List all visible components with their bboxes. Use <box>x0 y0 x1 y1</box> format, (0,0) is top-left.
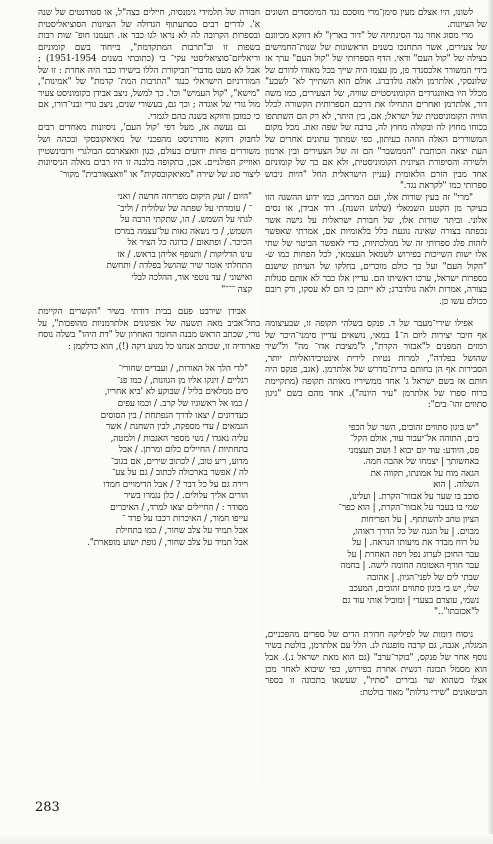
binding-shadow <box>487 0 493 844</box>
spacer <box>38 353 260 364</box>
page-number: 283 <box>35 800 60 815</box>
poem-quote <box>38 364 260 549</box>
poem-line: שמי בו בעבר על אבזור־הקרת, | הוא כפר־ <box>338 503 479 514</box>
poem-line: הגמאים / עדי מספקת, לבין השחנת / אשר <box>105 422 248 433</box>
paragraph: גם נעשה אז, מעל דפי 'קול העם', ניסיונות מאחדים רבים לחבוק דווקא מודרניסט מהפכני של מאיאקובסקי ובכהה ושל משוררים פחות ידועים בעולם, כגון וואצארבס הבולגרי ורובינשטיין ואוזייק הפולניים. אכן, בתקופה בלבנה זו היו רבים מאלה הניסיונות ליצור סוג של שירה "מאיאקובסקית" או "וואצאורבית" מקור־ <box>38 123 260 180</box>
column-gutter <box>262 8 263 788</box>
poem-line: רירה גם על כל דבר ? / אבל הדימויים חמדו <box>103 479 248 490</box>
poem-line: / כמו אל ראשוניו של קרב. / וכמו עפים <box>117 398 248 409</box>
scan-edge <box>0 834 493 844</box>
poem-line: שבתי לים של לפני־הגיון. | אהובה <box>367 572 479 583</box>
poem-line: התחלתי אומר שיר שהושל בפלדה / ותחשת <box>106 261 252 272</box>
poem-line: עינו הדליקות / ותנופף אליהן בראש. / אז <box>117 249 252 260</box>
poem-line: נשמי, עוצרם בצעדי | ומוביל אותי עוד גם <box>342 595 479 606</box>
poem-line: על רוח מבדר את מיעותו הנראה. | על <box>352 538 479 549</box>
paragraph: אפילו שירי־מעבר של ד. פנקס בשלהי תקופה זו, שבעיצומה אף חיבר יצירות ליום ה־1 במאי, נושאים עדיין סימני־היכר של רמזים המפנים ל"אבזור הקרת", ל"מציבת אדו־ מה" ול"שיר שהושל בפלדה", למרות נטיות לירית אינטיבידואליות יותר, הסבירות אף הן בחותם ברית־מדרש של אלתרמן. (אגב, פנקס היה חותם אז בשם ישראל ג' אחד ממשיריו מאותה תקופה (מתקיימת ברוח ספרו של אלתרמן "עיר היונה"). אחד מהם בשם "גיגון סתווים זהו־ בים": <box>265 319 487 411</box>
spacer <box>38 296 260 307</box>
spacer <box>265 308 487 319</box>
poem-line: מסודר : / החיילים יצאו למרד, / האיכרים <box>110 502 248 513</box>
paragraph: לשונו, היו אצלם מעין סימן־מרי מוסכם נגד המימסדים השונים של הציונות. <box>265 8 487 30</box>
footnote-paragraph: אבידן שירבט פעם בבית דודתי בשיר "הקשרים הקיימת בתל־אביב מאה תשעה של אפיגונים אלתרמניות מהופכות", על גורי, שכתב הראש מבנה החומר האחרון של "דת היהו" בשלה נוסח פארודיה זו, שכותב אנחנו כל מנוע דקה (!), הוא כדלקמן : <box>38 307 260 352</box>
poem-line: ל"אכזבתו".." <box>434 607 479 618</box>
poem-line: השמש, / כי נשאה גאות על־עצמה במרכז <box>114 226 252 237</box>
poem-line: הציון טחב להשתתף. | על הפריחות <box>361 514 479 525</box>
poem-line: עליה נאגדו / נשי מספר האגבות / ולמטה, <box>110 433 248 444</box>
poem-line: "יש ביגון סתווים זהובים, השר של הכפי <box>348 422 479 433</box>
poem-line: סובב בו שער על אבזור־הקרת. | ועלינו, <box>349 491 479 502</box>
poem-line: עבר חורף האטומה החומה לישה. | בחמה <box>340 561 479 572</box>
paragraph: חבורה של תלמידי גימנסיה, חיילים בצה"ל, או סטודנטים של שנה א'. לדרים רבים בסתעתוף הגדולה של הציונות הסוציאליסטית ובספרות הקרובה לה לא נראו לגו כבר אז. תעמנו חופ־ שות רבות בשפות זו וב"תרבות המתקדמת", בייחוד בשם קומוניזם וריאליזם־סוציאליסטי עקי־ בי (כתובתי בשנים 1951-1954) ; אבל לא מעט מדברי־הביקורת הללו בישירו כבר היה אחרת : זו של המודרניזם הישראלי כנגד "התרבות המת־ קדמת" של "אמינות", "מישא", "קול העמיש" וכו'. כך למשל, ניצב אבידן כקומוניסט צעיר מול גורי של אוגדה ; וכך גם, בעשורי שנים, ניצב גורי ובני־דורו, אם כי כמובן ודווקא בשנה בהם לגמרי. <box>38 8 260 122</box>
poem-line: בתחתיות / החיילים כלום ומרתן. / אבל <box>118 445 248 456</box>
paragraph: מרי מסוג אחר נגד הסינתיזה של "דור בארץ" לא דווקא מכיוונם של צעירים, אשר התחנכו בשנים הראשונות של שנות־החמישים בצילה של "קול העם" ודאי. הדף הספרותי של "קול העם" ערך אז בידי המשורר אלכסנדר פן, מן עצמו היה שייך בכל מאודו לדורם של שלונסקי, אלתרמן ולאה גולדברג. אולם הוא השתייך לא־ לשבע" מכלל היו באוונגרדים הקומוניסטיים שוויה, של הצעירים, כמו משה דור, אלתרמן ואחרים התחילו את דרכם הספרותית הקשורה לכלל הוויה הקומוניסטית של ישראל; אם, בין היתר, לא רק הם השתתפו בכוחו מחוץ לה ובקולה מחוץ לה, ברבה של שפה זאת. מכל מקום המשוררים האלה הוזהה בעיתון, כפי שמתוך עתונים אחרים של העת יצאה הכותבת "הממשבר" הם זה של הצעירים ובין ארמון ולשירה והסיפורת הציונית הקומוניסטית, זלא אם כך של קומוניזם אחד מבין הזרם הלאומית (עניין הישראלית החל "היות גיבוש ספרותי כמו "לקראת נגד." <box>265 31 487 192</box>
spacer <box>265 619 487 630</box>
poem-line: רגליים / זינקו אליו מן הגוונות, / כמו פנ־ <box>116 375 248 386</box>
poem-line: מדוע, ריע טוב, / לכתוב שירים, אם בגוב־ <box>110 456 248 467</box>
left-column <box>38 8 260 549</box>
poem-line: מבוים. | על הגנה של כל הדרך ראוהו, <box>352 526 479 537</box>
poem-line: ־ / עומדתי על שפתה של שלולית / וליב־ <box>117 203 252 214</box>
paragraph: ניסוח דומות של לפיליקה חדורת הדים של ספרים מהפכניים, המגלה, אגבה, גם קרבה מופגנת לנ. הלל עם אלתרמן, בולטת בשיר נוסף אחר של פנקס, "בוקר־ערב" (גם הוא מאת ישראל נ.). אבל הוא מסמל תכונה רגשית אחרת בפירוש, כפי שיבוא לאחר מכן אצלו כשהוא שר גבירים "סתיו", שעשאו בתכונה זו בספר הביטאונים "שירי גדלות" מאוד בולטת: <box>265 629 487 698</box>
poem-line: בים, התוהה אל־יעבור עוד, אולם הקל־ <box>350 434 479 445</box>
poem-line: אבל תמיד על צלב שחור, / כמו בתחילת <box>115 525 248 536</box>
poem-line: באחשותך | יצמחו של אהבה חמה. <box>363 457 479 468</box>
poem-line: פס, היודע: עוד יום יבוא ! ושוב תעצמני <box>348 445 479 456</box>
poem-line: קצה ־־־" <box>221 284 252 295</box>
poem-line: הורים אליך עלולים. / כלן נגמרו בשיר <box>123 491 248 502</box>
poem-line: "לדי הלך אל האורות, / ועבדים שחורי־ <box>118 364 248 375</box>
poem-line: עבר החוכן לערוג נפל ויפה האחרת | על <box>347 549 479 560</box>
poem-line: לגתי על השמש. / הו, שתקתי הרבה על <box>120 215 252 226</box>
poem-line: עייפו חמור, / האיכרות רכבו על פרד ־ <box>121 514 248 525</box>
spacer <box>38 181 260 192</box>
poem-line: אבל תמיד על צלב שחור, / גופת ישוע מופארת". <box>87 537 248 548</box>
spacer <box>265 412 487 423</box>
poem-line: כעדרונים / יצאו לדרך הנפתחת / בין הסוסים <box>100 410 248 421</box>
poem-line: סים ממלאים בליל / שבוקע לא 'ביא אחריו, <box>104 387 248 398</box>
poem-line: "היום / זעק היקום מפריחה חדשה / ואני <box>117 192 252 203</box>
poem-line: השלוה. | הוא <box>433 480 479 491</box>
poem-quote <box>265 423 487 619</box>
poem-line: לה / אפשר בארכולה לכתוב / גם על צע־ <box>112 468 248 479</box>
poem-line: שלי, יש בי ביגון סתווים זהובים, המעכב <box>349 584 479 595</box>
paragraph: "מרי" זה בעין שורות אלו, ועם המרחב, כמו ידוע ההשגה הזו בעיקר מן הקטע השמאלי (שלוש השנה). דוד אבידן, או נסים אלוני. וביתר שורות אלו, של חבורת ישראלית על גישה אשר נכפתה בצורה שאינה נוגעת כלל בלאומיות אם, אמרתי שאפשר לזהות פלג ספרותי זה של ממלכתיות, כדי לאפשר הביטוי של שתי אלו ישות השייכות בפירוש לשמאל העצמאי, לכל הפחות כמו ש- "הקול העם" ועל כך כולם מוכרים, בחלקו של העיתון שישנם בספרות ישראל, ערכו ראשיתו הם. עדיין אלו כבר לא אותם סגולות בצורה, אמרות ולאה גולדברג; לא ייתכן כי הם לא עסקו, ורק רובם ככולם עשו כן. <box>265 192 487 307</box>
poem-quote <box>38 192 260 296</box>
right-column <box>265 8 487 699</box>
poem-line: ואישוני / עד נוטפי אור, ההלכה לבלי <box>131 273 252 284</box>
poem-line: הכיכר. / ופתאום / כדוגה כל הציר אל <box>127 238 252 249</box>
poem-line: הגאה מוח על אמונתו, תקווה את <box>370 468 479 479</box>
